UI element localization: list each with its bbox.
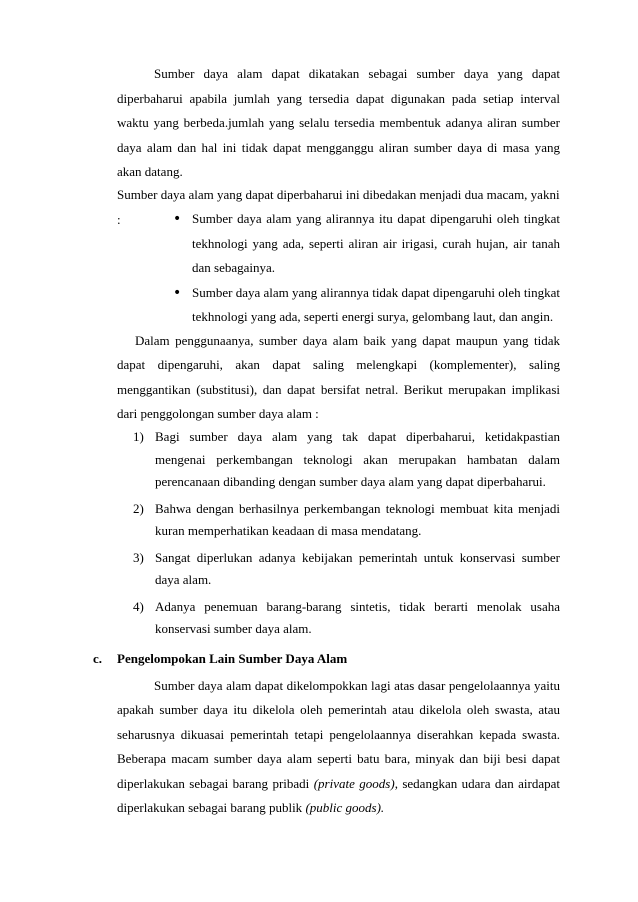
section-heading — [93, 651, 563, 667]
bullet-item: • Sumber daya alam yang alirannya tidak dapat dipengaruhi oleh tingkat tekhnologi yang ada, seperti energi surya, gelombang laut, dan angin. — [192, 281, 560, 330]
paragraph-text: , sedangkan udara dan airdapat diperlakukan sebagai barang publik — [117, 775, 560, 816]
list-number: 4) — [133, 598, 144, 614]
list-item-text: Sangat diperlukan adanya kebijakan pemerintah untuk konservasi sumber daya alam. — [155, 549, 560, 587]
paragraph-renewable-definition: Sumber daya alam dapat dikatakan sebagai sumber daya yang dapat diperbaharui apabila jumlah yang tersedia dapat digunakan pada setiap interval waktu yang berbeda.jumlah yang selalu tersedia membentuk adanya aliran sumber daya alam dan hal ini tidak dapat mengganggu aliran sumber daya di masa yang akan datang. — [117, 66, 560, 180]
section-title: Pengelompokan Lain Sumber Daya Alam — [117, 651, 348, 666]
list-number: 3) — [133, 549, 144, 565]
paragraph-renewable-types-intro: Sumber daya alam yang dapat diperbaharui ini dibedakan menjadi dua macam, yakni : — [117, 187, 560, 227]
italic-term-public-goods: (public goods). — [305, 800, 385, 816]
italic-term-private-goods: (private goods) — [313, 775, 395, 791]
section-letter: c. — [93, 651, 103, 666]
list-item-text: Bagi sumber daya alam yang tak dapat diperbaharui, ketidakpastian mengenai perkembangan teknologi akan merupakan hambatan dalam perencanaan dibanding dengan sumber daya alam yang dapat diperbaharui. — [155, 429, 560, 489]
bullet-item: • Sumber daya alam yang alirannya itu dapat dipengaruhi oleh tingkat tekhnologi yang ada, seperti aliran air irigasi, curah hujan, air tanah dan sebagainya. — [192, 207, 560, 281]
paragraph-text: Sumber daya alam dapat dikelompokkan lagi atas dasar pengelolaannya yaitu apakah sumber daya itu dikelola oleh pemerintah atau dikelola oleh swasta, atau seharusnya dikuasai pemerintah tetapi pengelolaannya diserahkan kepada swasta. Beberapa macam sumber daya alam seperti batu bara, minyak dan biji besi dapat diperlakukan sebagai barang pribadi — [117, 678, 560, 791]
list-item-text: Adanya penemuan barang-barang sintetis, tidak berarti menolak usaha konservasi sumber daya alam. — [155, 598, 560, 636]
list-item — [133, 426, 560, 494]
list-item — [133, 547, 560, 592]
bullet-list-renewable-types — [192, 207, 560, 330]
paragraph-management-grouping — [117, 674, 560, 820]
list-item — [133, 498, 560, 543]
numbered-list-implications — [133, 426, 560, 641]
list-number: 2) — [133, 500, 144, 516]
paragraph-usage-implications: Dalam penggunaanya, sumber daya alam baik yang dapat maupun yang tidak dapat dipengaruhi, akan dapat saling melengkapi (komplementer), saling menggantikan (substitusi), dan dapat bersifat netral. Berikut merupakan implikasi dari penggolongan sumber daya alam : — [117, 333, 560, 421]
list-item-text: Bahwa dengan berhasilnya perkembangan teknologi membuat kita menjadi kuran memperhatikan keadaan di masa mendatang. — [155, 500, 560, 538]
list-item — [133, 596, 560, 641]
list-number: 1) — [133, 429, 144, 444]
